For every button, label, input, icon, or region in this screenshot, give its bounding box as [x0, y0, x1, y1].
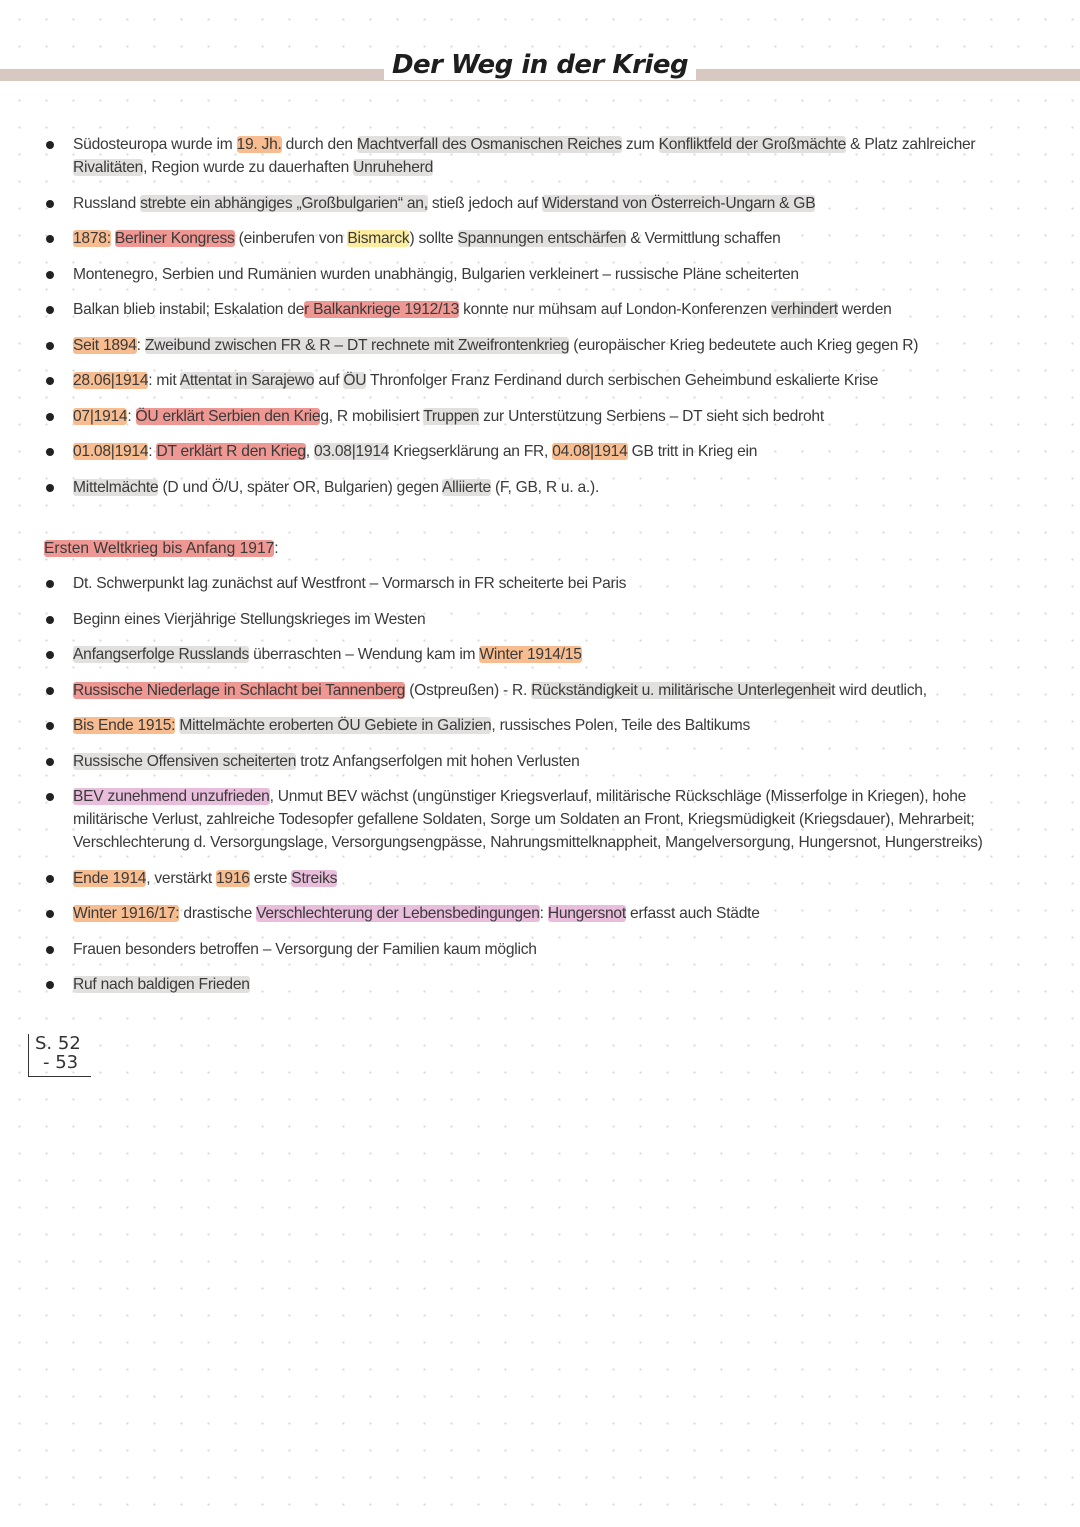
- bullet-list-weltkrieg: [0, 572, 1040, 1009]
- page-title: Der Weg in der Krieg: [0, 50, 1080, 80]
- list-item: Mittelmächte (D und Ö/U, später OR, Bulgarien) gegen Alliierte (F, GB, R u. a.).: [0, 476, 1040, 499]
- list-item: Russland strebte ein abhängiges „Großbulgarien“ an, stieß jedoch auf Widerstand von Österreich-Ungarn & GB: [0, 192, 1040, 215]
- list-item: Winter 1916/17: drastische Verschlechterung der Lebensbedingungen: Hungersnot erfasst auch Städte: [0, 902, 1040, 925]
- bullet-list-balkan: [0, 133, 1040, 511]
- section-heading: Ersten Weltkrieg bis Anfang 1917:: [44, 540, 279, 557]
- list-item: Anfangserfolge Russlands überraschten – Wendung kam im Winter 1914/15: [0, 643, 1040, 666]
- list-item: Ende 1914, verstärkt 1916 erste Streiks: [0, 867, 1040, 890]
- list-item: Beginn eines Vierjährige Stellungskrieges im Westen: [0, 608, 1040, 631]
- list-item: Südosteuropa wurde im 19. Jh. durch den Machtverfall des Osmanischen Reiches zum Konfliktfeld der Großmächte & Platz zahlreicher Rivalitäten, Region wurde zu dauerhaften Unruheherd: [0, 133, 1040, 179]
- list-item: 28.06|1914: mit Attentat in Sarajewo auf ÖU Thronfolger Franz Ferdinand durch serbischen Geheimbund eskalierte Krise: [0, 369, 1040, 392]
- list-item: 07|1914: ÖU erklärt Serbien den Krieg, R mobilisiert Truppen zur Unterstützung Serbiens – DT sieht sich bedroht: [0, 405, 1040, 428]
- list-item: BEV zunehmend unzufrieden, Unmut BEV wächst (ungünstiger Kriegsverlauf, militärische Rückschläge (Misserfolge in Kriegen), hohe militärische Verlust, zahlreiche Todesopfer gefallene Soldaten, Sorge um Soldaten an Front, Kriegsmüdigkeit (Kriegsdauer), Mehrarbeit; Verschlechterung d. Versorgungslage, Versorgungsengpässe, Nahrungsmittelknappheit, Mangelversorgung, Hungersnot, Hungerstreiks): [0, 785, 1040, 854]
- page-ref-line-1: S. 52: [35, 1033, 81, 1054]
- list-item: Montenegro, Serbien und Rumänien wurden unabhängig, Bulgarien verkleinert – russische Pläne scheiterten: [0, 263, 1040, 286]
- list-item: Ruf nach baldigen Frieden: [0, 973, 1040, 996]
- list-item: 01.08|1914: DT erklärt R den Krieg, 03.08|1914 Kriegserklärung an FR, 04.08|1914 GB tritt in Krieg ein: [0, 440, 1040, 463]
- list-item: 1878: Berliner Kongress (einberufen von Bismarck) sollte Spannungen entschärfen & Vermittlung schaffen: [0, 227, 1040, 250]
- list-item: Russische Niederlage in Schlacht bei Tannenberg (Ostpreußen) - R. Rückständigkeit u. militärische Unterlegenheit wird deutlich,: [0, 679, 1040, 702]
- page-reference: [28, 1034, 91, 1077]
- list-item: Frauen besonders betroffen – Versorgung der Familien kaum möglich: [0, 938, 1040, 961]
- list-item: Seit 1894: Zweibund zwischen FR & R – DT rechnete mit Zweifrontenkrieg (europäischer Krieg bedeutete auch Krieg gegen R): [0, 334, 1040, 357]
- list-item: Dt. Schwerpunkt lag zunächst auf Westfront – Vormarsch in FR scheiterte bei Paris: [0, 572, 1040, 595]
- list-item: Balkan blieb instabil; Eskalation der Balkankriege 1912/13 konnte nur mühsam auf London-Konferenzen verhindert werden: [0, 298, 1040, 321]
- list-item: Bis Ende 1915: Mittelmächte eroberten ÖU Gebiete in Galizien, russisches Polen, Teile des Baltikums: [0, 714, 1040, 737]
- list-item: Russische Offensiven scheiterten trotz Anfangserfolgen mit hohen Verlusten: [0, 750, 1040, 773]
- page-ref-line-2: - 53: [43, 1052, 79, 1073]
